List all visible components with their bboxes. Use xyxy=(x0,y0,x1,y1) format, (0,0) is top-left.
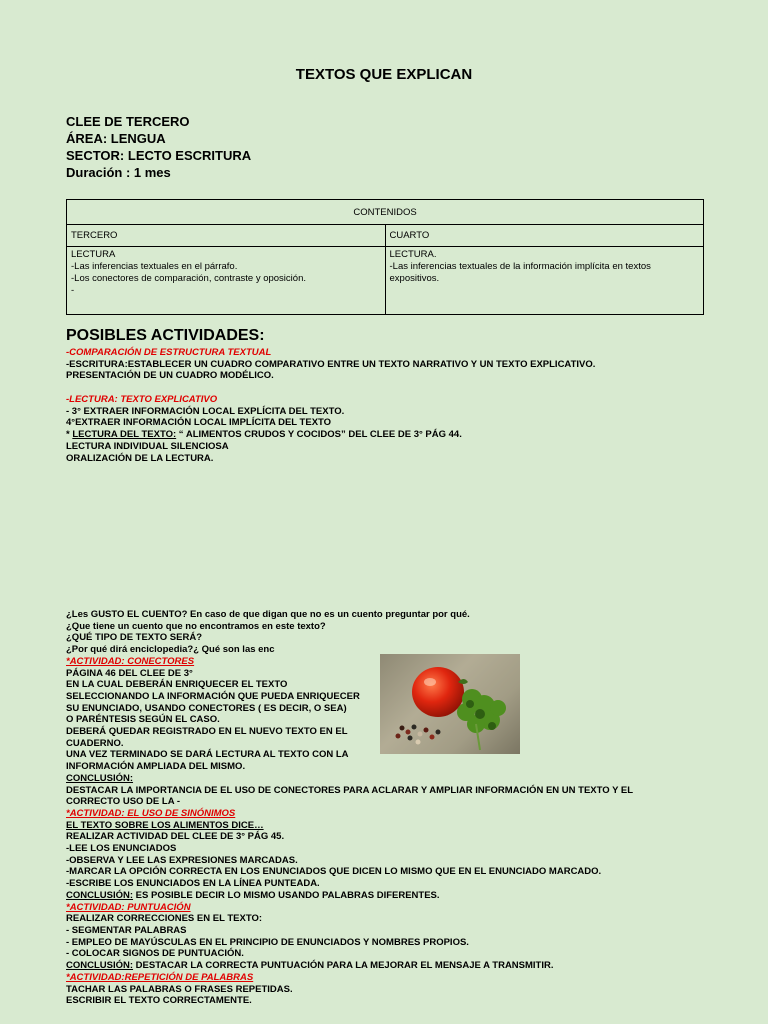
meta-duration: Duración : 1 mes xyxy=(66,165,171,180)
activity-heading-synonyms: *ACTIVIDAD: EL USO DE SINÓNIMOS xyxy=(66,807,236,819)
conclusion-text: DESTACAR LA CORRECTA PUNTUACIÓN PARA LA MEJORAR EL MENSAJE A TRANSMITIR. xyxy=(133,960,554,972)
text-line: -ESCRITURA:ESTABLECER UN CUADRO COMPARATIVO ENTRE UN TEXTO NARRATIVO Y UN TEXTO EXPLICATIVO. xyxy=(66,358,596,370)
text-line: DEBERÁ QUEDAR REGISTRADO EN EL NUEVO TEXTO EN EL xyxy=(66,726,348,738)
contents-table xyxy=(66,199,704,315)
text-line: -ESCRIBE LOS ENUNCIADOS EN LA LÍNEA PUNTEADA. xyxy=(66,878,320,890)
text-line: - SEGMENTAR PALABRAS xyxy=(66,924,187,936)
text-line: -MARCAR LA OPCIÓN CORRECTA EN LOS ENUNCIADOS QUE DICEN LO MISMO QUE EN EL ENUNCIADO MARCADO. xyxy=(66,866,602,878)
cell-line: -Los conectores de comparación, contraste y oposición. xyxy=(71,273,306,284)
cell-cuarto xyxy=(385,247,704,315)
section-comparison xyxy=(66,347,595,382)
text-line: DESTACAR LA IMPORTANCIA DE EL USO DE CONECTORES PARA ACLARAR Y AMPLIAR INFORMACIÓN EN UN TEXTO Y EL xyxy=(66,784,634,796)
activity-heading-connectors: *ACTIVIDAD: CONECTORES xyxy=(66,655,195,667)
conclusion-line xyxy=(66,890,633,902)
cell-line: LECTURA xyxy=(71,249,116,260)
text-line: LECTURA INDIVIDUAL SILENCIOSA xyxy=(66,440,229,452)
cell-line: -Las inferencias textuales en el párrafo. xyxy=(71,261,238,272)
question: ¿Que tiene un cuento que no encontramos en este texto? xyxy=(66,620,326,632)
activity-heading-punctuation: *ACTIVIDAD: PUNTUACIÓN xyxy=(66,901,191,913)
text-line: -OBSERVA Y LEE LAS EXPRESIONES MARCADAS. xyxy=(66,854,298,866)
text-line: CORRECTO USO DE LA - xyxy=(66,796,181,808)
questions xyxy=(66,609,633,1007)
table-header: CONTENIDOS xyxy=(67,200,704,225)
text-line: REALIZAR ACTIVIDAD DEL CLEE DE 3° PÁG 45. xyxy=(66,831,285,843)
text-line: - COLOCAR SIGNOS DE PUNTUACIÓN. xyxy=(66,948,244,960)
text-line: - 3° EXTRAER INFORMACIÓN LOCAL EXPLÍCITA DEL TEXTO. xyxy=(66,405,345,417)
text-line: PÁGINA 46 DEL CLEE DE 3° xyxy=(66,667,193,679)
tomato-parsley-icon xyxy=(380,654,520,754)
section-reading xyxy=(66,394,462,464)
text-line: SU ENUNCIADO, USANDO CONECTORES ( ES DECIR, O SEA) xyxy=(66,702,347,714)
question: ¿Por qué dirá enciclopedia?¿ Qué son las enc xyxy=(66,644,275,656)
text-line: TACHAR LAS PALABRAS O FRASES REPETIDAS. xyxy=(66,983,293,995)
cell-line: - xyxy=(71,285,75,296)
text-line: REALIZAR CORRECCIONES EN EL TEXTO: xyxy=(66,913,262,925)
text-line: 4°EXTRAER INFORMACIÓN LOCAL IMPLÍCITA DEL TEXTO xyxy=(66,417,332,429)
cell-tercero xyxy=(67,247,386,315)
text-line: ESCRIBIR EL TEXTO CORRECTAMENTE. xyxy=(66,995,252,1007)
text-line: INFORMACIÓN AMPLIADA DEL MISMO. xyxy=(66,761,246,773)
text-line: O PARÉNTESIS SEGÚN EL CASO. xyxy=(66,714,220,726)
text-line: CUADERNO. xyxy=(66,737,124,749)
conclusion-label: CONCLUSIÓN: xyxy=(66,889,134,901)
text-line: EL TEXTO SOBRE LOS ALIMENTOS DICE… xyxy=(66,819,264,831)
col-cuarto: CUARTO xyxy=(385,225,704,247)
text-line: -LEE LOS ENUNCIADOS xyxy=(66,843,177,855)
activities-title: POSIBLES ACTIVIDADES: xyxy=(66,327,265,344)
bullet: * xyxy=(66,429,73,441)
reading-title: “ ALIMENTOS CRUDOS Y COCIDOS” DEL CLEE DE 3° PÁG 44. xyxy=(176,429,462,441)
question: ¿QUÉ TIPO DE TEXTO SERÁ? xyxy=(66,632,203,644)
text-line: PRESENTACIÓN DE UN CUADRO MODÉLICO. xyxy=(66,370,274,382)
text-line: ORALIZACIÓN DE LA LECTURA. xyxy=(66,452,214,464)
conclusion-label: CONCLUSIÓN: xyxy=(66,960,134,972)
reading-label: LECTURA DEL TEXTO: xyxy=(72,429,177,441)
text-line xyxy=(66,429,462,441)
col-tercero: TERCERO xyxy=(67,225,386,247)
cell-line: expositivos. xyxy=(389,273,440,284)
meta-area: ÁREA: LENGUA xyxy=(66,131,166,146)
text-line: - EMPLEO DE MAYÚSCULAS EN EL PRINCIPIO DE ENUNCIADOS Y NOMBRES PROPIOS. xyxy=(66,936,469,948)
conclusion-text: ES POSIBLE DECIR LO MISMO USANDO PALABRAS DIFERENTES. xyxy=(133,889,440,901)
meta-sector: SECTOR: LECTO ESCRITURA xyxy=(66,148,252,163)
section-heading: -COMPARACIÓN DE ESTRUCTURA TEXTUAL xyxy=(66,347,272,358)
tomato-parsley-photo xyxy=(380,654,520,754)
text-line: UNA VEZ TERMINADO SE DARÁ LECTURA AL TEXTO CON LA xyxy=(66,749,349,761)
text-line: EN LA CUAL DEBERÁN ENRIQUECER EL TEXTO xyxy=(66,679,288,691)
cell-line: LECTURA. xyxy=(389,249,437,260)
activity-heading-repetition: *ACTIVIDAD:REPETICIÓN DE PALABRAS xyxy=(66,971,254,983)
text-line: SELECCIONANDO LA INFORMACIÓN QUE PUEDA ENRIQUECER xyxy=(66,690,360,702)
cell-line: -Las inferencias textuales de la información implícita en textos xyxy=(389,261,651,272)
conclusion-line xyxy=(66,960,633,972)
conclusion-label: CONCLUSIÓN: xyxy=(66,772,134,784)
meta-course: CLEE DE TERCERO xyxy=(66,114,190,129)
course-meta xyxy=(66,113,251,181)
section-heading: -LECTURA: TEXTO EXPLICATIVO xyxy=(66,394,218,405)
page-title: TEXTOS QUE EXPLICAN xyxy=(295,66,473,83)
question: ¿Les GUSTO EL CUENTO? En caso de que digan que no es un cuento preguntar por qué. xyxy=(66,609,470,620)
